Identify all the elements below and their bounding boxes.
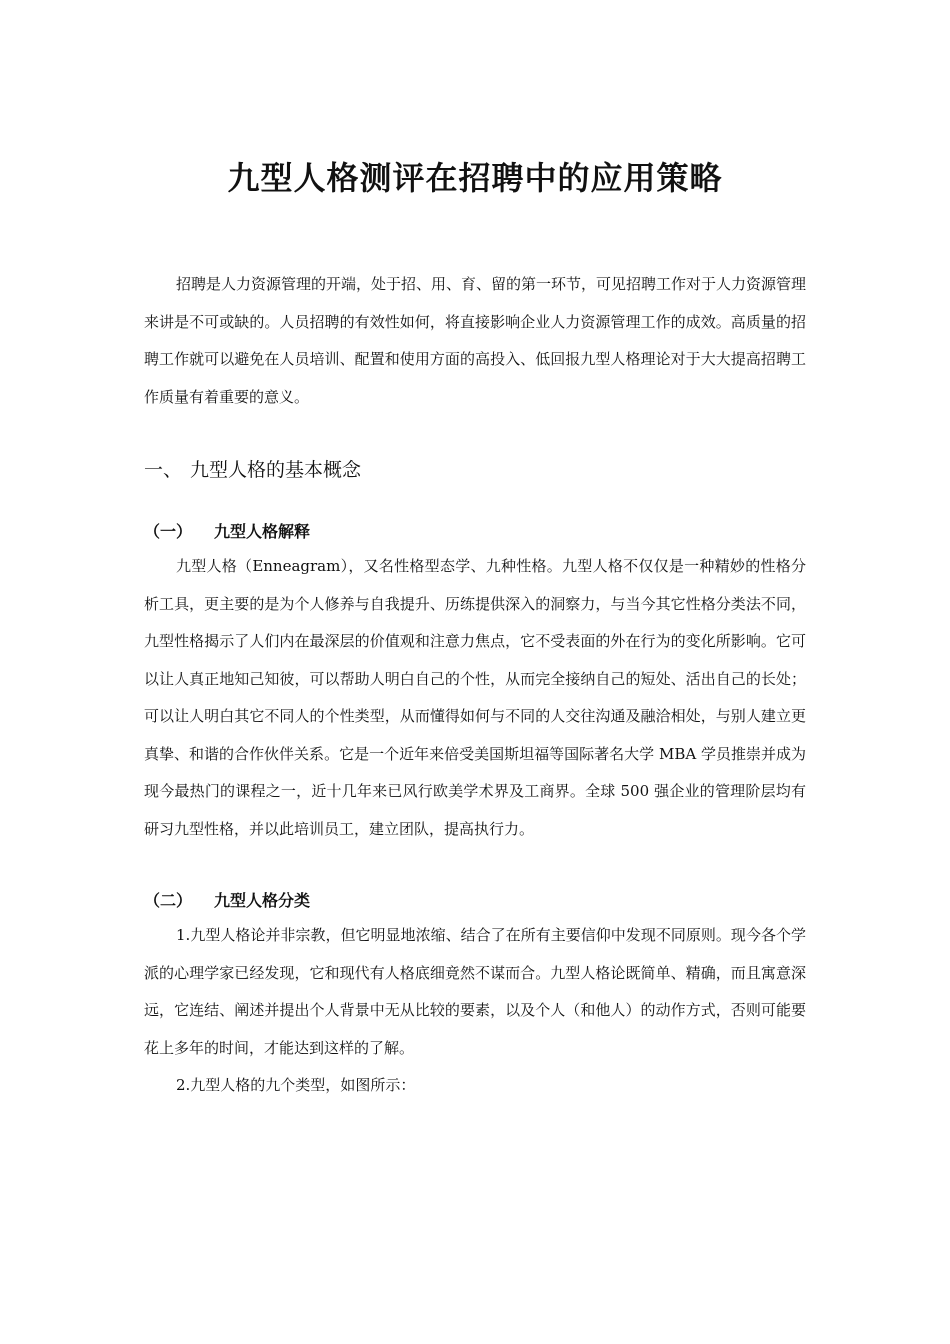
intro-paragraph: 招聘是人力资源管理的开端，处于招、用、育、留的第一环节，可见招聘工作对于人力资源管理来讲是不可或缺的。人员招聘的有效性如何，将直接影响企业人力资源管理工作的成效。高质量的招聘工作就可以避免在人员培训、配置和使用方面的高投入、低回报九型人格理论对于大大提高招聘工作质量有着重要的意义。	[144, 275, 807, 406]
subsection-1-body: 九型人格（Enneagram），又名性格型态学、九种性格。九型人格不仅仅是一种精妙的性格分析工具，更主要的是为个人修养与自我提升、历练提供深入的洞察力，与当今其它性格分类法不同，九型性格揭示了人们内在最深层的价值观和注意力焦点，它不受表面的外在行为的变化所影响。它可以让人真正地知己知彼，可以帮助人明白自己的个性，从而完全接纳自己的短处、活出自己的长处；可以让人明白其它不同人的个性类型，从而懂得如何与不同的人交往沟通及融洽相处，与别人建立更真挚、和谐的合作伙伴关系。它是一个近年来倍受美国斯坦福等国际著名大学 MBA 学员推崇并成为现今最热门的课程之一，近十几年来已风行欧美学术界及工商界。全球 500 强企业的管理阶层均有研习九型性格，并以此培训员工，建立团队，提高执行力。	[144, 557, 806, 838]
subsection-2-point-2: 2.九型人格的九个类型，如图所示：	[176, 1076, 416, 1094]
subsection-2-heading	[144, 887, 310, 915]
document-title: 九型人格测评在招聘中的应用策略	[227, 159, 723, 197]
subsection-1-heading	[144, 518, 310, 546]
subsection-2-number: （二）	[144, 891, 193, 910]
section-1-heading	[144, 454, 361, 486]
section-1-number: 一、	[144, 459, 183, 481]
subsection-1-title: 九型人格解释	[214, 522, 311, 541]
section-1-title: 九型人格的基本概念	[190, 459, 362, 481]
subsection-2-title: 九型人格分类	[214, 891, 311, 910]
subsection-1-number: （一）	[144, 522, 193, 541]
subsection-2-point-1: 1.九型人格论并非宗教，但它明显地浓缩、结合了在所有主要信仰中发现不同原则。现今各个学派的心理学家已经发现，它和现代有人格底细竟然不谋而合。九型人格论既简单、精确，而且寓意深远，它连结、阐述并提出个人背景中无从比较的要素，以及个人（和他人）的动作方式，否则可能要花上多年的时间，才能达到这样的了解。	[144, 926, 806, 1057]
